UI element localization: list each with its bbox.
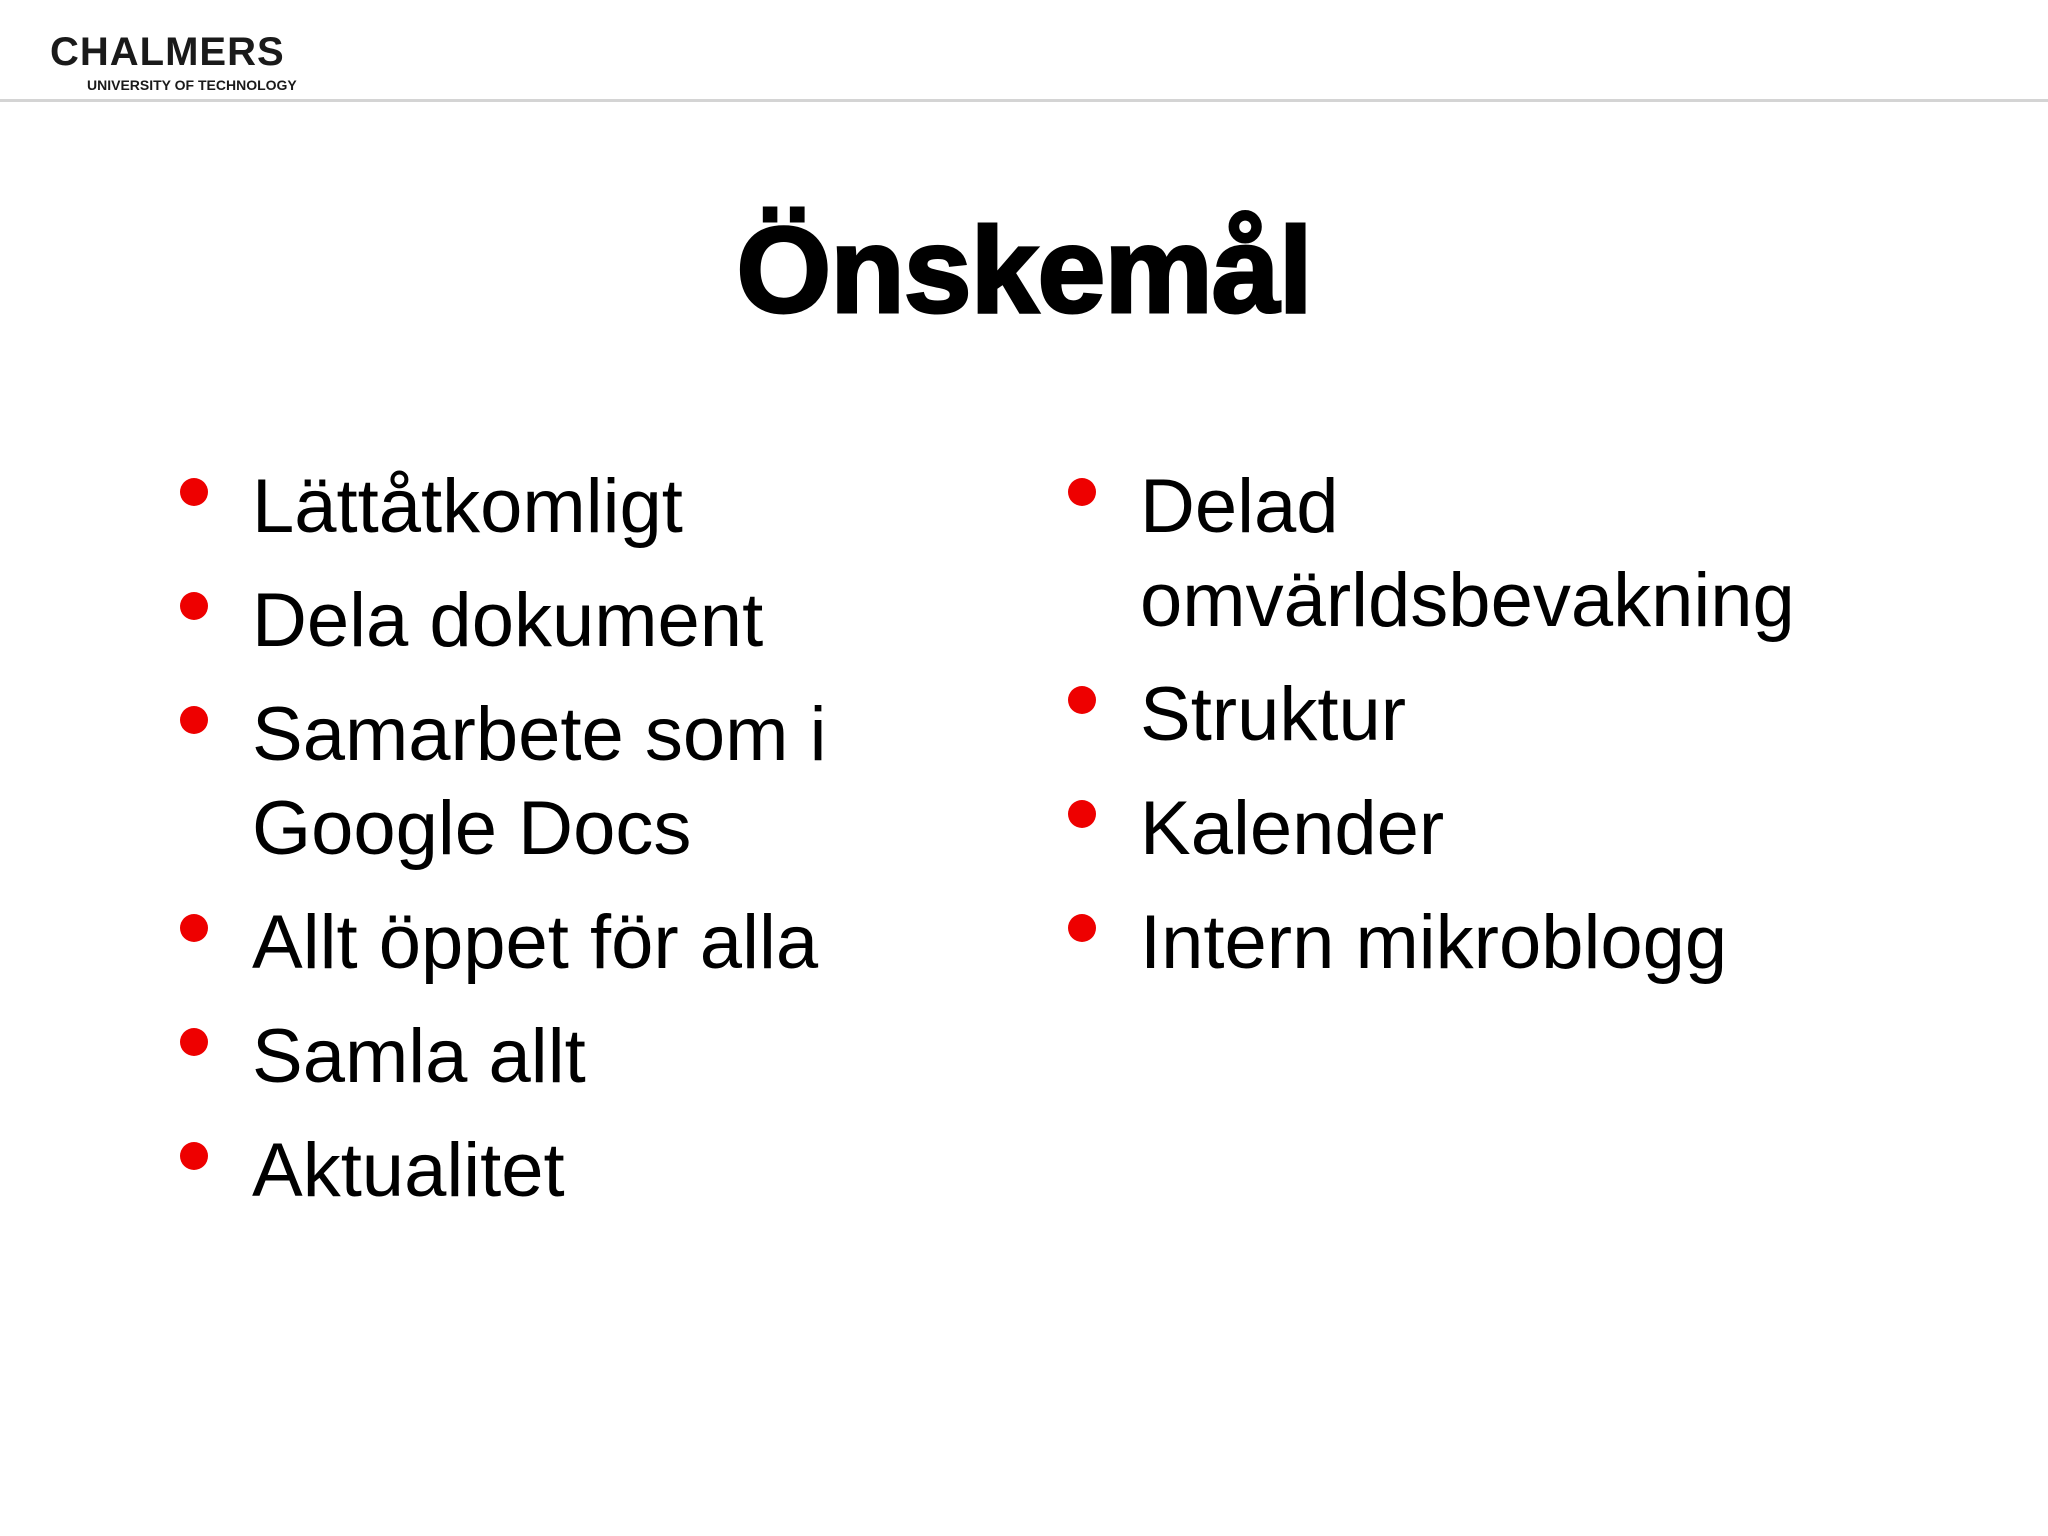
list-item	[1066, 896, 1966, 990]
list-item	[178, 896, 998, 990]
logo-name: CHALMERS	[50, 30, 285, 74]
bullet-icon	[180, 706, 208, 734]
list-item	[1066, 782, 1966, 876]
slide-title: Önskemål	[736, 202, 1312, 338]
bullet-icon	[1068, 914, 1096, 942]
list-item	[178, 688, 998, 876]
header-divider	[0, 99, 2048, 102]
bullet-icon	[180, 914, 208, 942]
list-item-text: Allt öppet för alla	[252, 900, 819, 985]
bullet-icon	[180, 478, 208, 506]
bullet-icon	[180, 1028, 208, 1056]
bullet-list-right	[1066, 460, 1966, 1010]
bullet-icon	[1068, 686, 1096, 714]
list-item-text: Kalender	[1140, 786, 1445, 871]
list-item	[178, 1124, 998, 1218]
list-item-text: Samla allt	[252, 1014, 586, 1099]
list-item	[1066, 460, 1966, 648]
list-item	[178, 574, 998, 668]
list-item-text: Delad omvärldsbevakning	[1140, 464, 1795, 643]
logo-subtitle: UNIVERSITY OF TECHNOLOGY	[87, 77, 297, 93]
list-item-text: Intern mikroblogg	[1140, 900, 1728, 985]
bullet-icon	[180, 1142, 208, 1170]
list-item	[178, 1010, 998, 1104]
bullet-list-left	[178, 460, 998, 1238]
list-item	[1066, 668, 1966, 762]
list-item-text: Lättåtkomligt	[252, 464, 683, 549]
bullet-icon	[1068, 478, 1096, 506]
chalmers-logo	[50, 30, 350, 94]
list-item-text: Struktur	[1140, 672, 1407, 757]
list-item-text: Dela dokument	[252, 578, 764, 663]
list-item	[178, 460, 998, 554]
list-item-text: Aktualitet	[252, 1128, 565, 1213]
bullet-icon	[180, 592, 208, 620]
bullet-icon	[1068, 800, 1096, 828]
list-item-text: Samarbete som i Google Docs	[252, 692, 827, 871]
